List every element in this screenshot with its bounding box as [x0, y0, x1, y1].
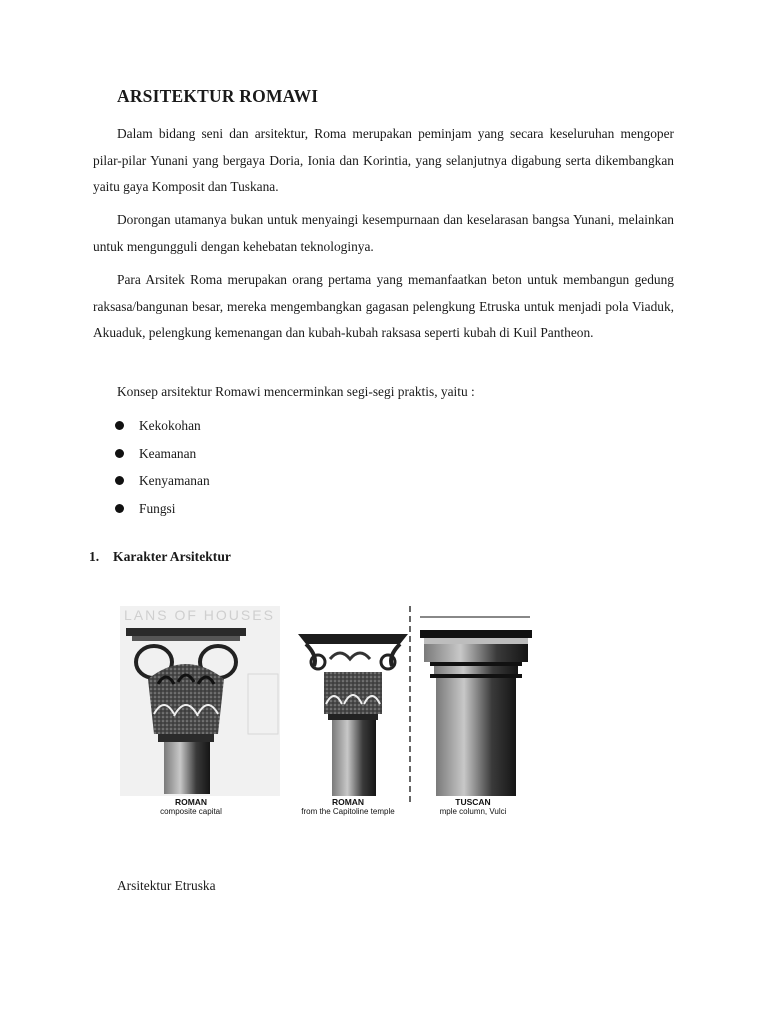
columns-figure	[118, 604, 536, 830]
list-item	[115, 440, 210, 468]
bullet-icon	[115, 504, 124, 513]
subheading-etruska: Arsitektur Etruska	[117, 878, 216, 893]
bullet-icon	[115, 421, 124, 430]
list-item	[115, 495, 210, 523]
list-item-label: Kekokohan	[139, 418, 201, 433]
paragraph-4: Konsep arsitektur Romawi mencerminkan segi-segi praktis, yaitu :	[117, 384, 475, 399]
caption-composite	[146, 798, 236, 816]
section-number: 1.	[89, 549, 100, 564]
caption-sub: from the Capitoline temple	[301, 807, 395, 816]
list-item	[115, 467, 210, 495]
list-item-label: Fungsi	[139, 500, 176, 516]
caption-name: ROMAN	[174, 797, 208, 807]
tuscan-column-drawing	[420, 616, 532, 796]
caption-name: TUSCAN	[455, 797, 491, 807]
caption-sub: mple column, Vulci	[439, 807, 507, 816]
section-title: Karakter Arsitektur	[113, 549, 231, 564]
list-item-label: Kenyamanan	[139, 473, 210, 488]
list-item-label: Keamanan	[139, 445, 197, 461]
caption-capitoline	[286, 798, 410, 816]
list-item	[115, 412, 210, 440]
svg-text:LANS OF HOUSES: LANS OF HOUSES	[124, 607, 275, 623]
bullet-icon	[115, 476, 124, 485]
caption-name: ROMAN	[331, 797, 365, 807]
bullet-list	[115, 412, 210, 522]
bullet-icon	[115, 449, 124, 458]
section-heading	[89, 549, 231, 565]
document-title: ARSITEKTUR ROMAWI	[117, 86, 319, 106]
capitoline-column-drawing	[298, 634, 408, 796]
paragraph-3: Para Arsitek Roma merupakan orang pertama yang memanfaatkan beton untuk membangun gedung raksasa/bangunan besar, mereka mengembangkan gagasan pelengkung Etruska untuk menjadi pola Viaduk, Akuaduk, pelengkung kemenangan dan kubah-kubah raksasa seperti kubah di Kuil Pantheon.	[93, 272, 674, 340]
paragraph-2: Dorongan utamanya bukan untuk menyaingi kesempurnaan dan keselarasan bangsa Yunani, melainkan untuk mengungguli dengan kehebatan teknologinya.	[93, 212, 674, 254]
caption-sub: composite capital	[160, 807, 222, 816]
caption-tuscan	[418, 798, 528, 816]
paragraph-1: Dalam bidang seni dan arsitektur, Roma merupakan peminjam yang secara keseluruhan mengoper pilar-pilar Yunani yang bergaya Doria, Ionia dan Korintia, yang selanjutnya digabung serta dikembangkan yaitu gaya Komposit dan Tuskana.	[93, 126, 674, 194]
